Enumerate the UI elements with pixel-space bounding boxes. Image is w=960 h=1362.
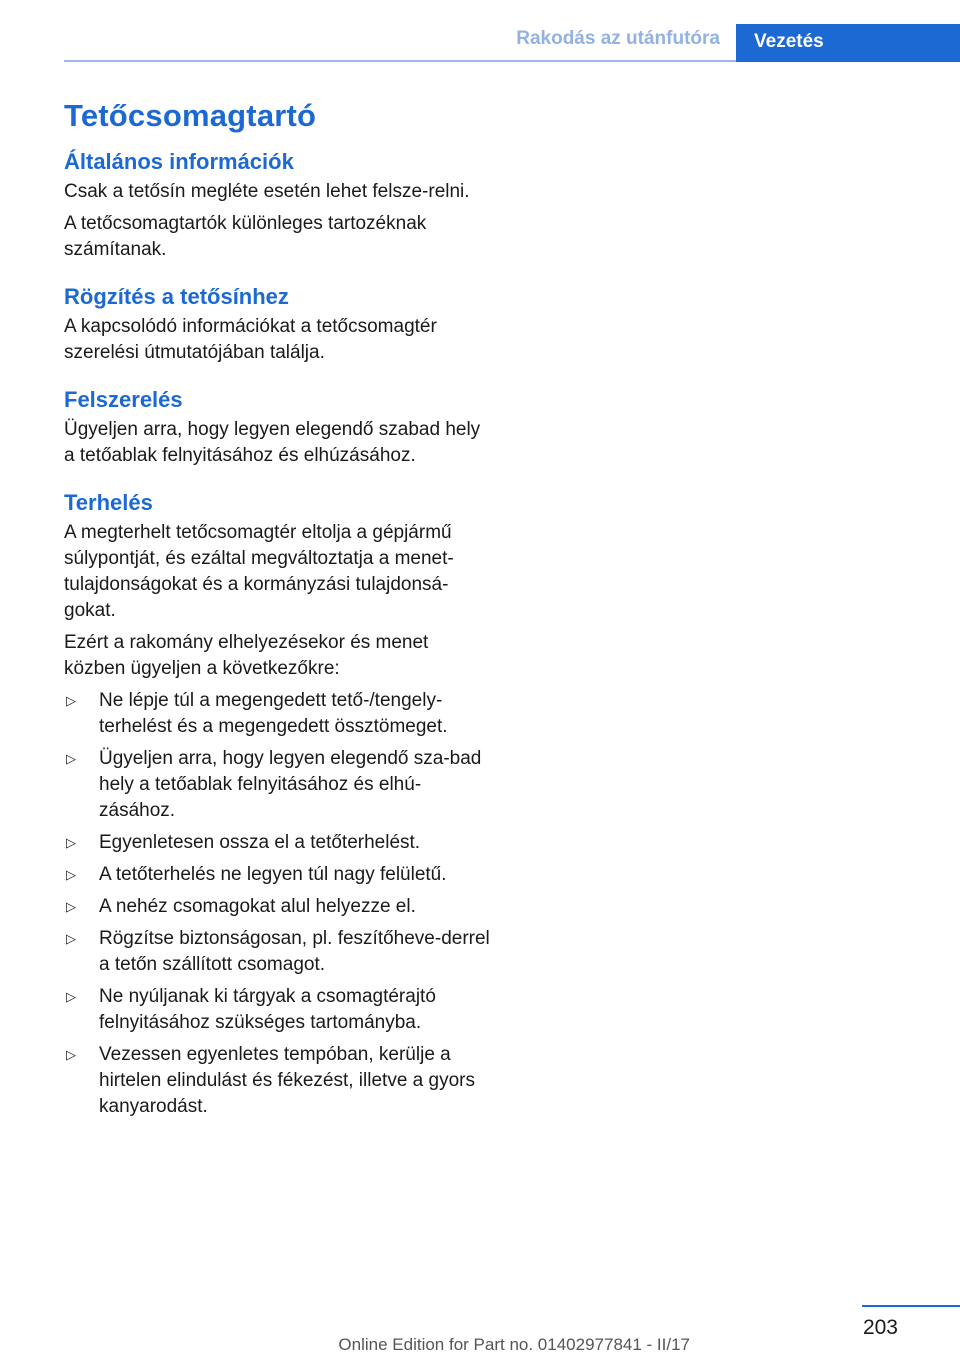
list-item — [64, 746, 494, 824]
section-general — [64, 148, 494, 263]
list-item-text: Egyenletesen ossza el a tetőterhelést. — [99, 832, 421, 853]
list-item — [64, 926, 494, 978]
triangle-bullet-icon: ▷ — [66, 1047, 76, 1062]
load-bullet-list — [64, 688, 494, 1120]
section-installation — [64, 386, 494, 469]
paragraph: A tetőcsomagtartók különleges tartozéknak számítanak. — [64, 213, 427, 260]
section-heading: Általános információk — [64, 149, 294, 174]
list-item — [64, 830, 494, 856]
triangle-bullet-icon: ▷ — [66, 899, 76, 914]
list-item — [64, 894, 494, 920]
section-heading: Felszerelés — [64, 387, 183, 412]
header-rule — [64, 60, 736, 62]
paragraph: Csak a tetősín megléte esetén lehet felsze-relni. — [64, 181, 470, 202]
list-item-text: Ne lépje túl a megengedett tető-/tengely-terhelést és a megengedett össztömeget. — [99, 690, 448, 737]
list-item-text: A tetőterhelés ne legyen túl nagy felületű. — [99, 864, 447, 885]
header-section-link[interactable]: Rakodás az utánfutóra — [516, 28, 720, 49]
triangle-bullet-icon: ▷ — [66, 867, 76, 882]
header-chapter-tab[interactable]: Vezetés — [736, 24, 960, 62]
page-title: Tetőcsomagtartó — [64, 98, 317, 133]
paragraph: Ügyeljen arra, hogy legyen elegendő szabad hely a tetőablak felnyitásához és elhúzásához. — [64, 419, 481, 466]
list-item-text: A nehéz csomagokat alul helyezze el. — [99, 896, 416, 917]
list-item — [64, 984, 494, 1036]
section-heading: Terhelés — [64, 490, 153, 515]
edition-footer: Online Edition for Part no. 01402977841 - II/17 — [338, 1335, 690, 1354]
section-load — [64, 489, 494, 1120]
list-item — [64, 862, 494, 888]
triangle-bullet-icon: ▷ — [66, 693, 76, 708]
triangle-bullet-icon: ▷ — [66, 751, 76, 766]
list-item — [64, 1042, 494, 1120]
section-heading: Rögzítés a tetősínhez — [64, 284, 289, 309]
section-mounting — [64, 283, 494, 366]
triangle-bullet-icon: ▷ — [66, 989, 76, 1004]
list-item-text: Ügyeljen arra, hogy legyen elegendő sza-bad hely a tetőablak felnyitásához és elhú-zásához. — [99, 748, 482, 821]
list-item-text: Vezessen egyenletes tempóban, kerülje a hirtelen elindulást és fékezést, illetve a gyors kanyarodást. — [99, 1044, 475, 1117]
page-content — [64, 98, 494, 1126]
footer-rule — [862, 1305, 960, 1307]
list-item-text: Rögzítse biztonságosan, pl. feszítőheve-derrel a tetőn szállított csomagot. — [99, 928, 490, 975]
paragraph: Ezért a rakomány elhelyezésekor és menet közben ügyeljen a következőkre: — [64, 632, 429, 679]
paragraph: A megterhelt tetőcsomagtér eltolja a gépjármű súlypontját, és ezáltal megváltoztatja a menet-tulajdonságokat és a kormányzási tulajdonsá-gokat. — [64, 522, 454, 621]
list-item — [64, 688, 494, 740]
triangle-bullet-icon: ▷ — [66, 931, 76, 946]
paragraph: A kapcsolódó információkat a tetőcsomagtér szerelési útmutatójában találja. — [64, 316, 437, 363]
page-number: 203 — [862, 1316, 898, 1339]
triangle-bullet-icon: ▷ — [66, 835, 76, 850]
list-item-text: Ne nyúljanak ki tárgyak a csomagtérajtó felnyitásához szükséges tartományba. — [99, 986, 436, 1033]
